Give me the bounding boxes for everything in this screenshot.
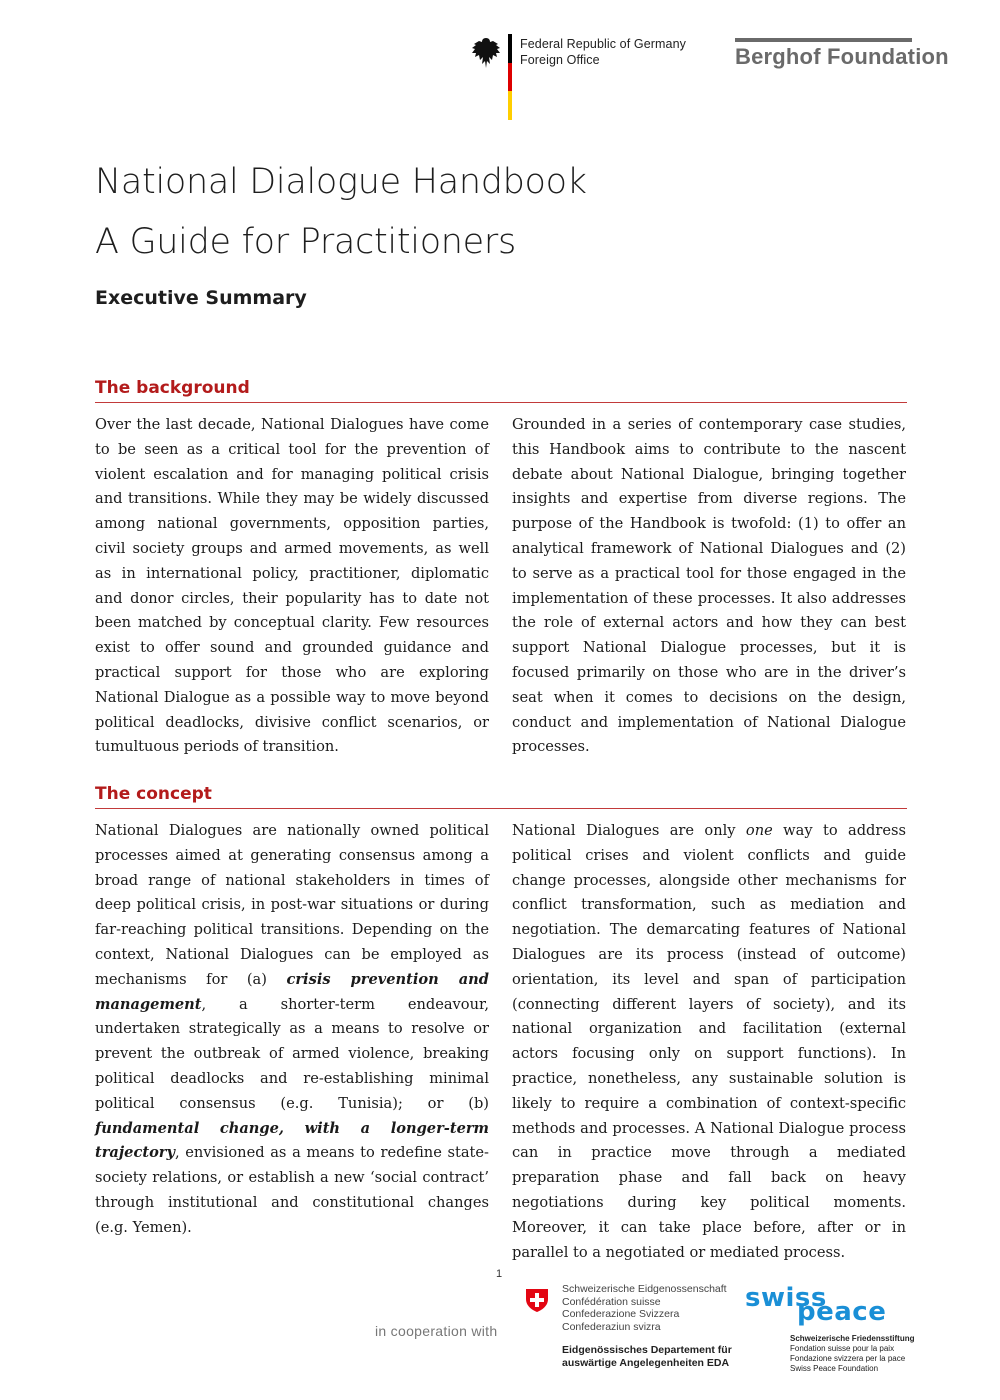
swiss-name-line: Confederazione Svizzera	[562, 1308, 680, 1320]
background-left-paragraph: Over the last decade, National Dialogues have come to be seen as a critical tool for the prevention of violent escalation and for managing political crisis and transitions. While they may be widely discussed among national governments, opposition parties, civil society groups and armed movements, as well as in international policy, practitioner, diplomatic and donor circles, their popularity has to date not been matched by conceptual clarity. Few resources exist to offer sound and grounded guidance and practical support for those who are exploring National Dialogue as a possible way to move beyond political deadlocks, divisive conflict scenarios, or tumultuous periods of transition.	[95, 416, 489, 756]
cooperation-label: in cooperation with	[375, 1323, 498, 1339]
section-heading-background: The background	[95, 378, 907, 403]
swiss-name-line: Schweizerische Eidgenossenschaft	[562, 1283, 727, 1295]
swiss-confederation-names	[562, 1283, 727, 1333]
concept-left-text-2: , a shorter-term endeavour, undertaken strategically as a means to resolve or prevent the outbreak of armed violence, breaking political deadlocks and re-establishing minimal political consensus (e.g. Tunisia); or (b)	[95, 995, 489, 1112]
swiss-department-line: Eidgenössisches Departement für	[562, 1344, 732, 1356]
germany-foreign-office-logo	[470, 32, 690, 122]
swisspeace-logo-word2: peace	[797, 1297, 887, 1327]
swiss-name-line: Confédération suisse	[562, 1295, 661, 1308]
swisspeace-name-line: Fondation suisse pour la paix	[790, 1344, 895, 1353]
concept-left-text-3: , envisioned as a means to redefine state-society relations, or establish a new ‘social contract’ through institutional and constitutional changes (e.g. Yemen).	[95, 1144, 489, 1236]
swiss-name-line: Confederaziun svizra	[562, 1320, 661, 1333]
swisspeace-logo-word1: swiss	[745, 1283, 827, 1313]
concept-right-paragraph	[512, 819, 906, 1265]
concept-right-text-1: National Dialogues are only	[512, 822, 746, 839]
berghof-foundation-logo: Berghof Foundation	[735, 44, 949, 69]
background-right-paragraph: Grounded in a series of contemporary case studies, this Handbook aims to contribute to the nascent debate about National Dialogue, bringing together insights and expertise from diverse regions. The purpose of the Handbook is twofold: (1) to offer an analytical framework of National Dialogues and (2) to serve as a practical tool for those engaged in the implementation of these processes. It also addresses the role of external actors and how they can best support National Dialogue processes, but it is focused primarily on those who are in the driver’s seat when it comes to decisions on the design, conduct and implementation of National Dialogue processes.	[512, 416, 906, 756]
concept-right-text-2: way to address political crises and violent conflicts and guide change processes, alongside other mechanisms for conflict transformation, such as mediation and negotiation. The demarcating features of National Dialogues are its process (instead of outcome) orientation, its level and span of participation (connecting different layers of society), and its national organization and facilitation (external actors focusing only on support functions). In practice, nonetheless, any sustainable solution is likely to require a combination of context-specific methods and processes. A National Dialogue process can in practice move through a mediated preparation phase and fall back on heavy negotiations during key political moments. Moreover, it can take place before, after or in parallel to a negotiated or mediated process.	[512, 822, 906, 1261]
concept-left-text-1: National Dialogues are nationally owned political processes aimed at generating consensus among a broad range of national stakeholders in times of deep political crisis, in post-war situations or during far-reaching political transitions. Depending on the context, National Dialogues can be employed as mechanisms for (a)	[95, 822, 489, 988]
background-right-column	[512, 413, 906, 760]
background-left-column	[95, 413, 489, 760]
concept-emphasis-fundamental-change: fundamental change, with a longer-term trajectory	[95, 1119, 489, 1162]
swiss-department-line: auswärtige Angelegenheiten EDA	[562, 1356, 730, 1369]
federal-eagle-icon	[470, 36, 502, 70]
germany-logo-line2: Foreign Office	[520, 53, 600, 67]
german-flag-bar	[508, 34, 512, 120]
swiss-cross-icon	[524, 1287, 550, 1313]
concept-right-column	[512, 819, 906, 1265]
germany-logo-line1: Federal Republic of Germany	[520, 37, 686, 51]
swisspeace-names	[790, 1334, 914, 1374]
section-heading-concept: The concept	[95, 784, 907, 809]
swiss-department	[562, 1344, 732, 1369]
concept-left-column	[95, 819, 489, 1241]
document-subtitle: Executive Summary	[95, 287, 307, 309]
concept-emphasis-crisis-prevention: crisis prevention and management	[95, 970, 489, 1013]
swisspeace-name-line: Schweizerische Friedensstiftung	[790, 1334, 915, 1343]
document-title-line2: A Guide for Practitioners	[95, 222, 516, 262]
swisspeace-logo	[745, 1283, 905, 1333]
page-number: 1	[496, 1268, 503, 1280]
swisspeace-name-line: Fondazione svizzera per la pace	[790, 1354, 906, 1363]
germany-logo-text	[520, 36, 686, 68]
concept-emphasis-one: one	[745, 822, 773, 839]
berghof-logo-bar	[735, 38, 912, 42]
swisspeace-name-line: Swiss Peace Foundation	[790, 1364, 879, 1373]
concept-left-paragraph	[95, 819, 489, 1241]
document-title-line1: National Dialogue Handbook	[95, 162, 587, 202]
